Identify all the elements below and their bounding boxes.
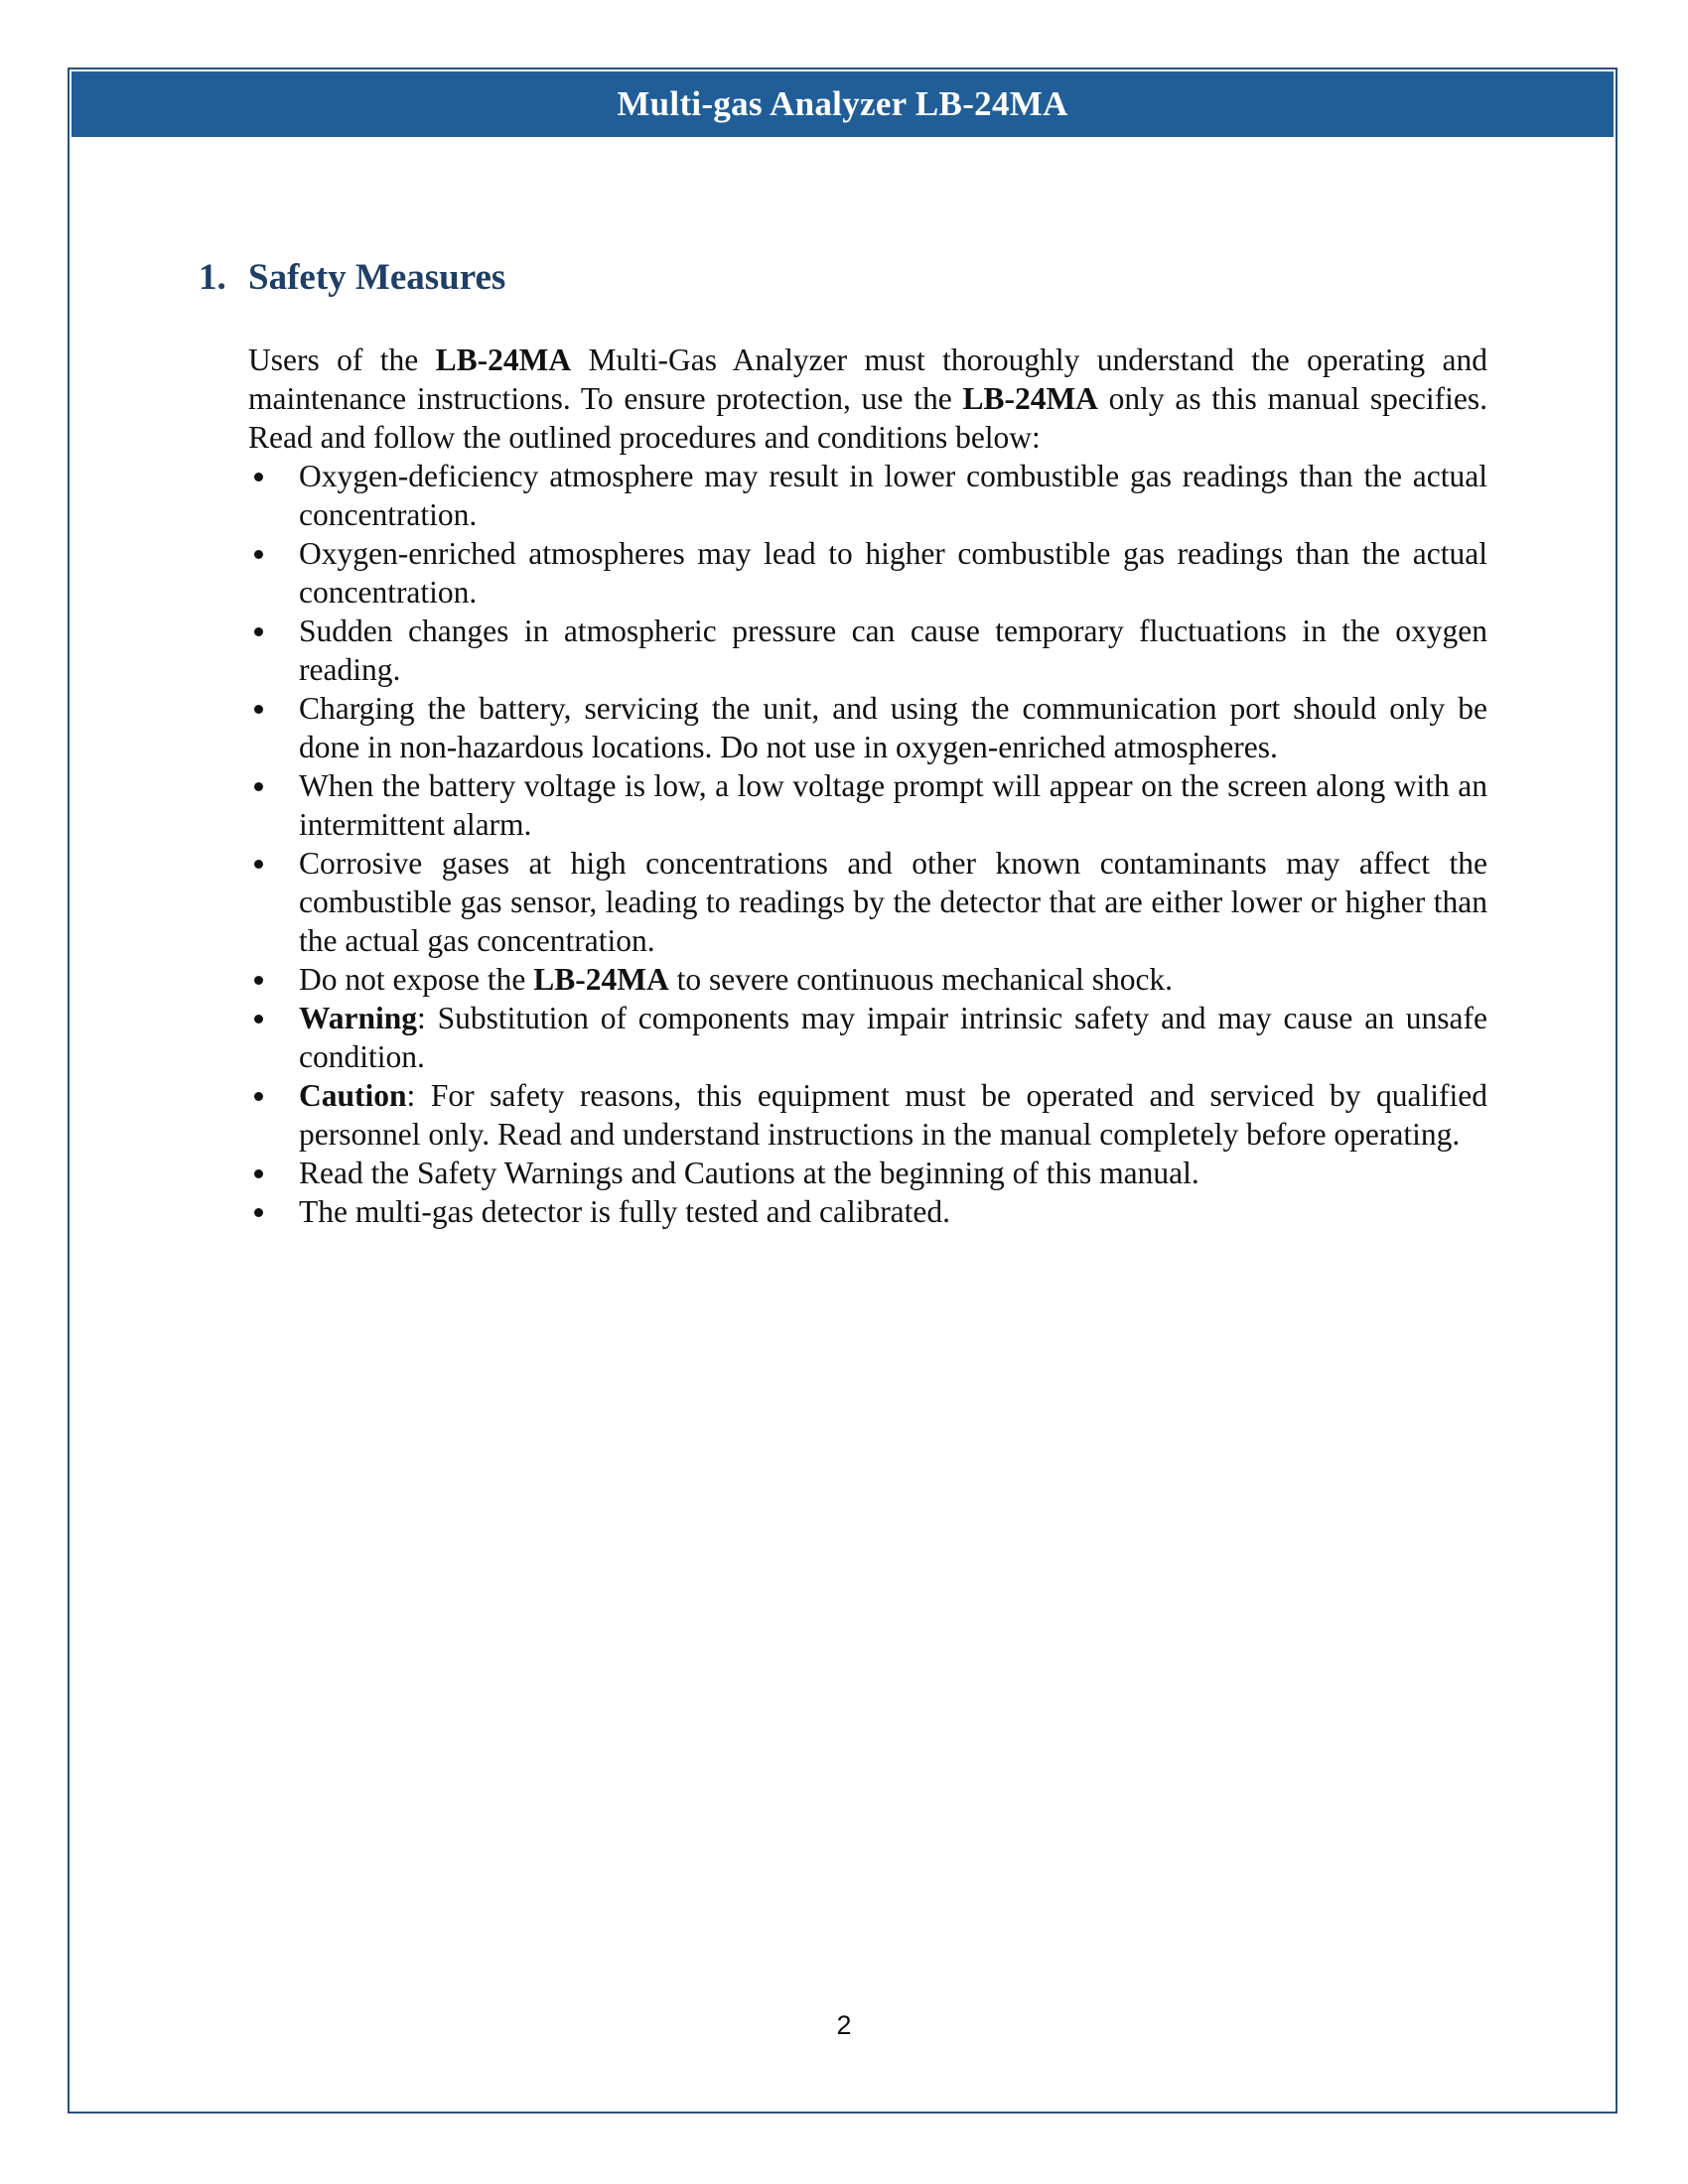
list-item-text: to severe continuous mechanical shock.	[668, 962, 1174, 997]
list-item	[248, 844, 1487, 960]
list-item-text: When the battery voltage is low, a low voltage prompt will appear on the screen along with an intermittent alarm.	[299, 768, 1487, 842]
bullet-icon	[248, 766, 268, 805]
document-title: Multi-gas Analyzer LB-24MA	[617, 84, 1068, 123]
intro-paragraph	[248, 341, 1487, 457]
caution-label: Caution	[299, 1078, 407, 1113]
list-item-text: Do not expose the	[299, 962, 534, 997]
bullet-icon	[248, 612, 268, 650]
document-header	[71, 71, 1614, 137]
list-item	[248, 1192, 1487, 1231]
model-name: LB-24MA	[962, 381, 1098, 416]
section-body	[248, 341, 1487, 1231]
list-item-text: : Substitution of components may impair intrinsic safety and may cause an unsafe condition.	[299, 1001, 1487, 1074]
bullet-icon	[248, 1076, 268, 1115]
list-item-text: Sudden changes in atmospheric pressure can cause temporary fluctuations in the oxygen reading.	[299, 614, 1487, 687]
list-item-text: The multi-gas detector is fully tested and calibrated.	[299, 1194, 951, 1229]
safety-list	[248, 457, 1487, 1231]
section-title: Safety Measures	[248, 257, 506, 298]
bullet-icon	[248, 844, 268, 883]
bullet-icon	[248, 689, 268, 728]
list-item-text: Oxygen-deficiency atmosphere may result in lower combustible gas readings than the actual concentration.	[299, 459, 1487, 532]
intro-text-1: Users of the	[248, 342, 436, 377]
list-item	[248, 1154, 1487, 1192]
section-heading	[199, 256, 505, 299]
list-item	[248, 1076, 1487, 1154]
list-item	[248, 612, 1487, 689]
list-item	[248, 766, 1487, 844]
list-item-text: Oxygen-enriched atmospheres may lead to higher combustible gas readings than the actual concentration.	[299, 536, 1487, 610]
bullet-icon	[248, 534, 268, 573]
list-item-text: Charging the battery, servicing the unit, and using the communication port should only be done in non-hazardous locations. Do not use in oxygen-enriched atmospheres.	[299, 691, 1487, 764]
list-item	[248, 960, 1487, 999]
list-item	[248, 689, 1487, 766]
list-item	[248, 999, 1487, 1076]
bullet-icon	[248, 999, 268, 1037]
bullet-icon	[248, 1154, 268, 1192]
list-item-text: Corrosive gases at high concentrations and other known contaminants may affect the combustible gas sensor, leading to readings by the detector that are either lower or higher than the actual gas concentration.	[299, 846, 1487, 958]
model-name: LB-24MA	[435, 342, 572, 377]
bullet-icon	[248, 457, 268, 495]
list-item	[248, 534, 1487, 612]
model-name: LB-24MA	[533, 962, 669, 997]
list-item-text: : For safety reasons, this equipment must be operated and serviced by qualified personnel only. Read and understand instructions in the manual completely before operating.	[299, 1078, 1487, 1152]
warning-label: Warning	[299, 1001, 418, 1035]
list-item-text: Read the Safety Warnings and Cautions at the beginning of this manual.	[299, 1156, 1199, 1190]
page-number: 2	[836, 2010, 852, 2040]
intro-text-3: only as this manual specifies. Read and follow the outlined procedures and conditions below:	[248, 381, 1487, 455]
bullet-icon	[248, 1192, 268, 1231]
bullet-icon	[248, 960, 268, 999]
list-item	[248, 457, 1487, 534]
intro-text-2: Multi-Gas Analyzer must thoroughly understand the operating and maintenance instructions. To ensure protection, use the	[248, 342, 1487, 416]
section-number: 1.	[199, 257, 226, 298]
